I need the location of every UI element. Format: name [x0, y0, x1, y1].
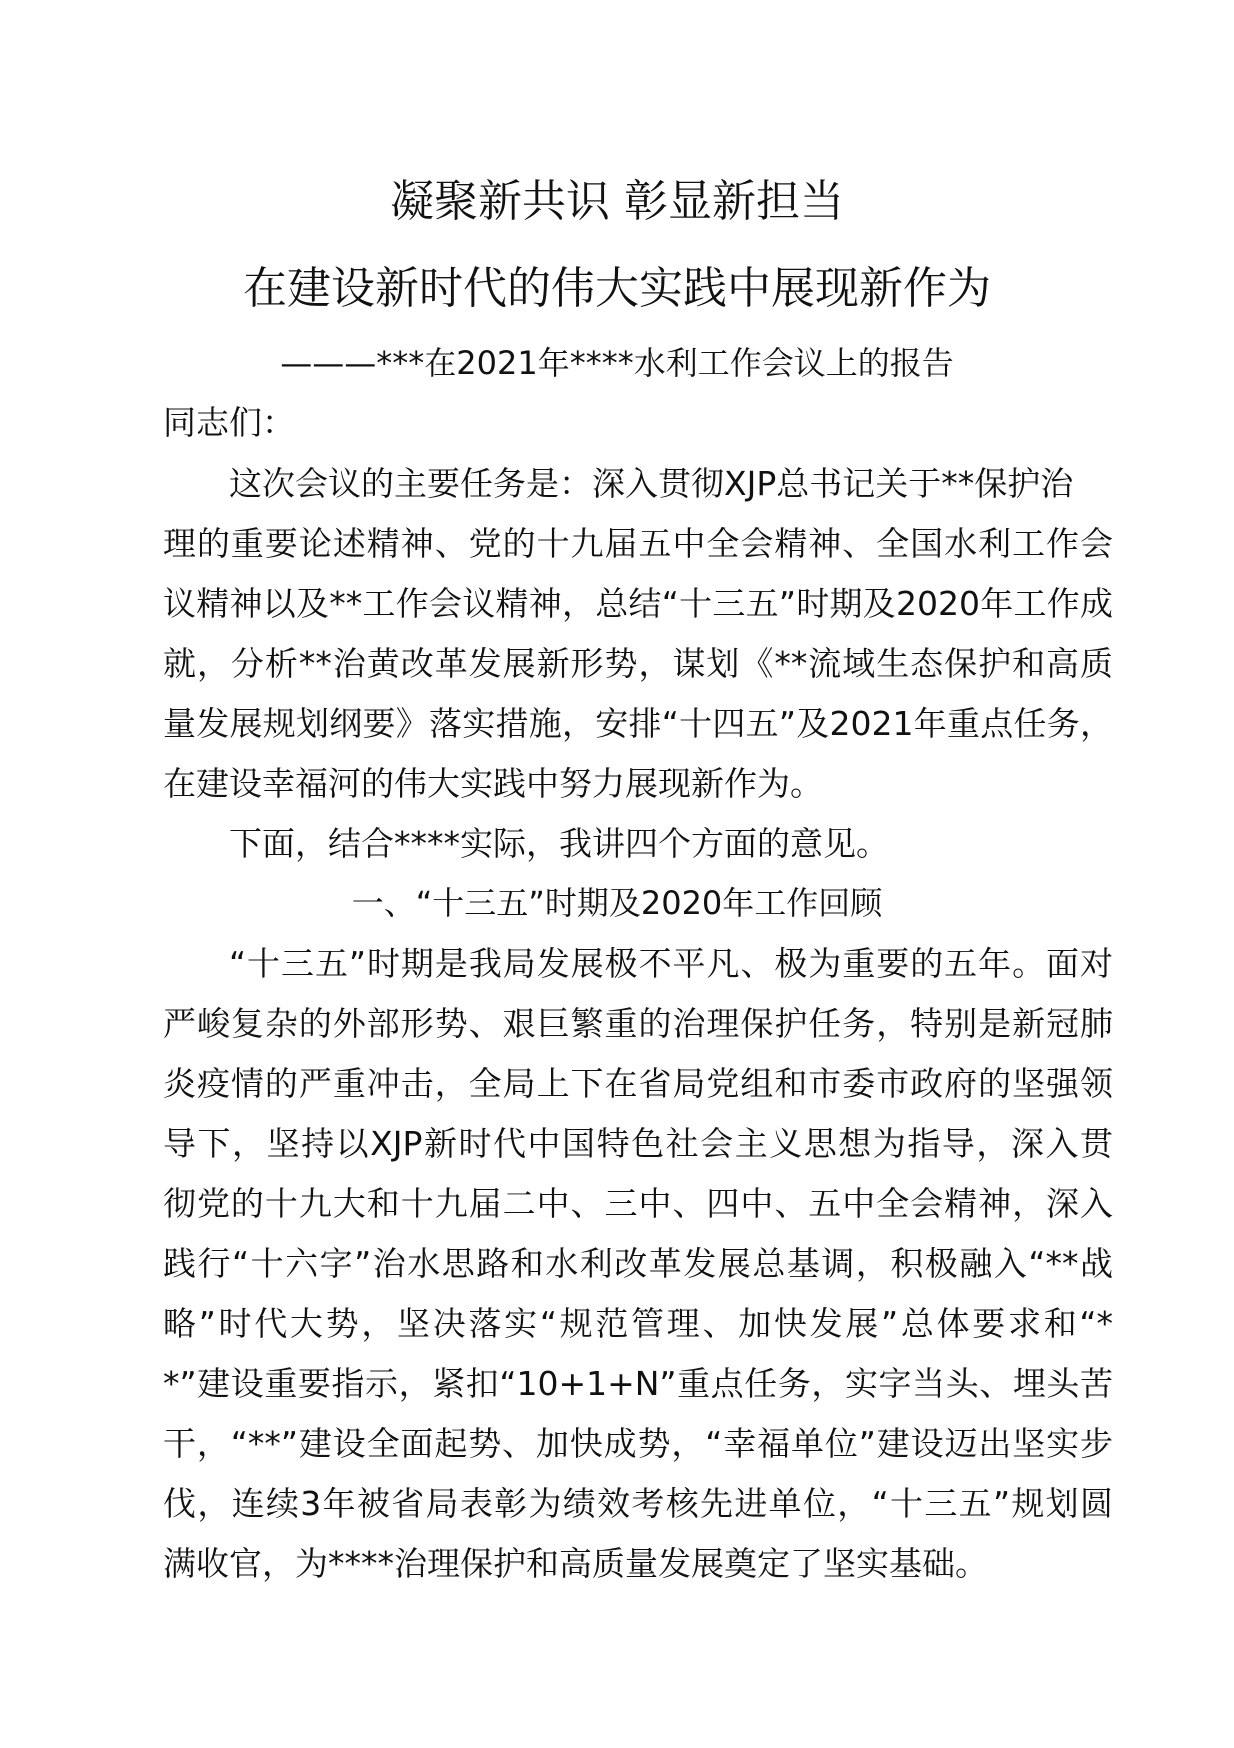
paragraph3-line1: “十三五”时期是我局发展极不平凡、极为重要的五年。面对 — [229, 944, 1113, 983]
paragraph3-line8: *”建设重要指示，紧扣“10+1+N”重点任务，实字当头、埋头苦 — [163, 1364, 1113, 1403]
paragraph1-line6: 在建设幸福河的伟大实践中努力展现新作为。 — [163, 764, 823, 803]
document-subtitle: ———***在2021年****水利工作会议上的报告 — [280, 344, 954, 382]
paragraph2: 下面，结合****实际，我讲四个方面的意见。 — [229, 824, 889, 863]
paragraph1-line4: 就，分析**治黄改革发展新形势，谋划《**流域生态保护和高质 — [163, 644, 1113, 683]
paragraph3-line10: 伐，连续3年被省局表彰为绩效考核先进单位，“十三五”规划圆 — [163, 1484, 1113, 1523]
section1-heading: 一、“十三五”时期及2020年工作回顾 — [351, 884, 883, 922]
document-title-line2: 在建设新时代的伟大实践中展现新作为 — [243, 263, 991, 314]
paragraph1-line1: 这次会议的主要任务是：深入贯彻XJP总书记关于**保护治 — [229, 464, 1074, 503]
paragraph1-line5: 量发展规划纲要》落实措施，安排“十四五”及2021年重点任务， — [163, 704, 1113, 743]
paragraph3-line11: 满收官，为****治理保护和高质量发展奠定了坚实基础。 — [163, 1544, 988, 1583]
paragraph3-line3: 炎疫情的严重冲击，全局上下在省局党组和市委市政府的坚强领 — [163, 1064, 1113, 1103]
paragraph3-line9: 干，“**”建设全面起势、加快成势，“幸福单位”建设迈出坚实步 — [163, 1424, 1113, 1463]
salutation: 同志们： — [163, 403, 295, 442]
paragraph3-line6: 践行“十六字”治水思路和水利改革发展总基调，积极融入“**战 — [163, 1244, 1113, 1283]
paragraph1-line3: 议精神以及**工作会议精神，总结“十三五”时期及2020年工作成 — [163, 584, 1113, 623]
paragraph3-line7: 略”时代大势，坚决落实“规范管理、加快发展”总体要求和“* — [163, 1304, 1113, 1343]
paragraph3-line4: 导下，坚持以XJP新时代中国特色社会主义思想为指导，深入贯 — [163, 1124, 1113, 1163]
document-title-line1: 凝聚新共识 彰显新担当 — [390, 176, 844, 227]
paragraph3-line2: 严峻复杂的外部形势、艰巨繁重的治理保护任务，特别是新冠肺 — [163, 1004, 1113, 1043]
paragraph3-line5: 彻党的十九大和十九届二中、三中、四中、五中全会精神，深入 — [163, 1184, 1113, 1223]
paragraph1-line2: 理的重要论述精神、党的十九届五中全会精神、全国水利工作会 — [163, 524, 1113, 563]
